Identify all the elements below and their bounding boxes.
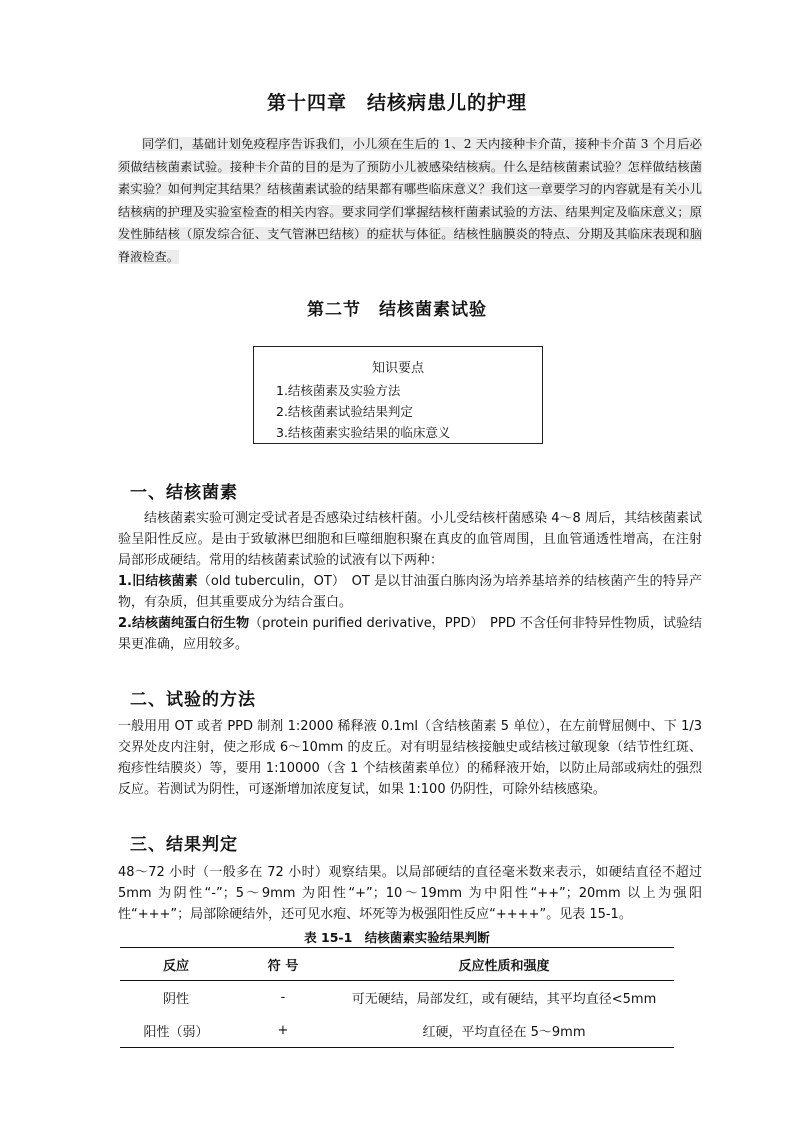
header-symbol: 符 号 xyxy=(232,948,334,981)
paragraph-ppd xyxy=(118,613,702,655)
ppd-label: 2.结核菌纯蛋白衍生物 xyxy=(118,616,250,631)
cell-symbol: + xyxy=(232,1014,334,1048)
heading-test-method: 二、试验的方法 xyxy=(130,690,256,710)
cell-description: 可无硬结，局部发红，或有硬结，其平均直径<5mm xyxy=(351,992,657,1007)
cell-description: 红硬，平均直径在 5～9mm xyxy=(334,1014,674,1048)
paragraph-result-judgment: 48～72 小时（一般多在 72 小时）观察结果。以局部硬结的直径毫米数来表示，如硬结直径不超过 5mm 为阴性“-”；5～9mm 为阳性“+”；10～19mm 为中阳性“++”；20mm 以上为强阳性“+++”；局部除硬结外，还可见水疱、坏死等为极强阳性反应“++++”。见表 15-1。 xyxy=(118,865,702,922)
knowledge-box-title: 知识要点 xyxy=(371,361,424,376)
ppd-text: （protein purified derivative，PPD） PPD 不含任何非特异性物质，试验结果更准确，应用较多。 xyxy=(118,616,703,652)
intro-paragraph xyxy=(118,133,702,268)
heading-tuberculin: 一、结核菌素 xyxy=(130,483,238,503)
chapter-title: 第十四章 结核病患儿的护理 xyxy=(266,92,527,114)
header-reaction: 反应 xyxy=(120,948,232,981)
ot-label: 1.旧结核菌素 xyxy=(118,574,198,589)
heading-result-judgment: 三、结果判定 xyxy=(130,835,238,855)
knowledge-list xyxy=(254,380,542,443)
cell-reaction: 阴性 xyxy=(162,992,189,1007)
paragraph-ot xyxy=(118,571,702,613)
table-row xyxy=(120,981,674,1015)
cell-symbol: - xyxy=(280,990,286,1005)
table-row xyxy=(120,1014,674,1048)
header-nature-strength: 反应性质和强度 xyxy=(334,948,674,981)
paragraph-test-method: 一般用用 OT 或者 PPD 制剂 1:2000 稀释液 0.1ml（含结核菌素 5 单位），在左前臂屈侧中、下 1/3 交界处皮内注射，使之形成 6～10mm 的皮丘。对有明显结核接触史或结核过敏现象（结节性红斑、疱疹性结膜炎）等，要用 1:10000（含 1 个结核菌素单位）的稀释液开始，以防止局部或病灶的强烈反应。若测试为阴性，可逐渐增加浓度复试，如果 1:100 仍阴性，可除外结核感染。 xyxy=(118,719,702,797)
intro-text: 同学们，基础计划免疫程序告诉我们，小儿须在生后的 1、2 天内接种卡介苗，接种卡介苗 3 个月后必须做结核菌素试验。接种卡介苗的目的是为了预防小儿被感染结核病。什么是结核菌素试验？怎样做结核菌素实验？如何判定其结果？结核菌素试验的结果都有哪些临床意义？我们这一章要学习的内容就是有关小儿结核病的护理及实验室检查的相关内容。要求同学们掌握结核杆菌素试验的方法、结果判定及临床意义；原发性肺结核（原发综合征、支气管淋巴结核）的症状与体征。结核性脑膜炎的特点、分期及其临床表现和脑脊液检查。 xyxy=(118,137,702,264)
knowledge-item: 1.结核菌素及实验方法 xyxy=(276,383,401,398)
table-caption: 表 15-1 结核菌素实验结果判断 xyxy=(304,930,490,945)
knowledge-points-box xyxy=(253,346,543,444)
section-title: 第二节 结核菌素试验 xyxy=(307,300,487,320)
knowledge-item: 3.结核菌素实验结果的临床意义 xyxy=(276,425,451,440)
paragraph-tuberculin-intro: 结核菌素实验可测定受试者是否感染过结核杆菌。小儿受结核杆菌感染 4～8 周后，其结核菌素试验呈阳性反应。是由于致敏淋巴细胞和巨噬细胞积聚在真皮的血管周围，且血管通透性增高，在注射局部形成硬结。常用的结核菌素试验的试液有以下两种： xyxy=(118,511,702,568)
result-table xyxy=(120,947,674,1048)
ot-text: （old tuberculin，OT） OT 是以甘油蛋白胨肉汤为培养基培养的结核菌产生的特异产物，有杂质，但其重要成分为结合蛋白。 xyxy=(118,574,702,610)
knowledge-item: 2.结核菌素试验结果判定 xyxy=(276,404,413,419)
cell-reaction: 阳性（弱） xyxy=(120,1014,232,1048)
table-header-row xyxy=(120,948,674,981)
